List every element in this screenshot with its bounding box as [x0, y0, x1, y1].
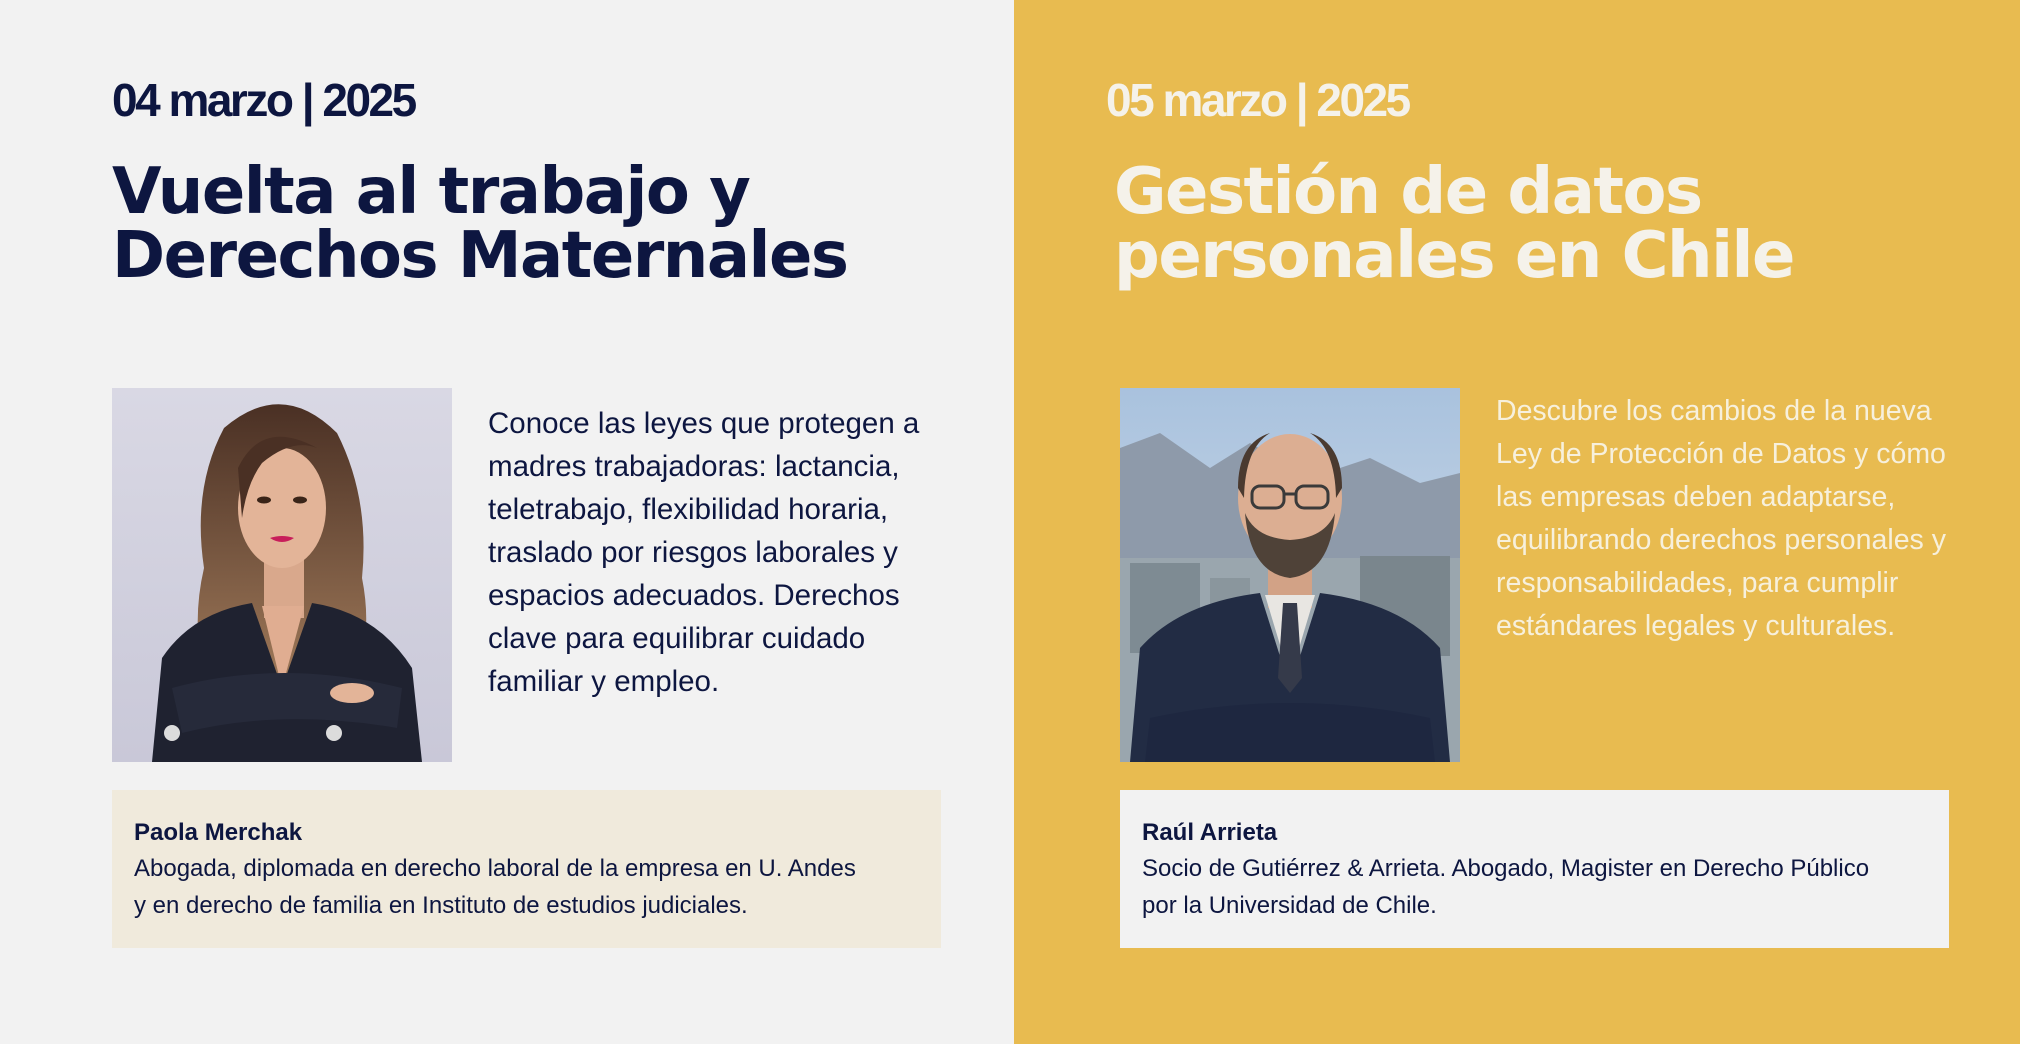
speaker-bio-card	[1120, 790, 1949, 948]
event-description: Conoce las leyes que protegen a madres trabajadoras: lactancia, teletrabajo, flexibilidad horaria, traslado por riesgos laborales y espacios adecuados. Derechos clave para equilibrar cuidado familiar y empleo.	[488, 407, 920, 698]
speaker-name: Paola Merchak	[134, 819, 303, 846]
event-title	[112, 155, 848, 293]
speaker-bio-line-2: y en derecho de familia en Instituto de estudios judiciales.	[134, 892, 748, 919]
speaker-portrait-man	[1120, 388, 1460, 762]
speaker-name: Raúl Arrieta	[1142, 819, 1278, 846]
speaker-photo	[1120, 388, 1460, 762]
speaker-bio-line-2: por la Universidad de Chile.	[1142, 892, 1437, 919]
speaker-bio-line-1: Abogada, diplomada en derecho laboral de la empresa en U. Andes	[134, 855, 856, 882]
event-title-line-1: Vuelta al trabajo y	[112, 155, 750, 229]
event-title-line-1: Gestión de datos	[1114, 155, 1702, 229]
speaker-photo	[112, 388, 452, 762]
event-date: 05 marzo | 2025	[1106, 74, 1409, 126]
event-panel-right	[1014, 0, 2020, 1044]
speaker-bio-card	[112, 790, 941, 948]
speaker-portrait-woman	[112, 388, 452, 762]
event-description: Descubre los cambios de la nueva Ley de Protección de Datos y cómo las empresas deben adaptarse, equilibrando derechos personales y responsabilidades, para cumplir estándares legales y culturales.	[1496, 395, 1946, 642]
event-title-line-2: personales en Chile	[1114, 219, 1794, 293]
speaker-bio-line-1: Socio de Gutiérrez & Arrieta. Abogado, Magister en Derecho Público	[1142, 855, 1870, 882]
event-title	[1114, 155, 1794, 293]
event-date: 04 marzo | 2025	[112, 74, 415, 126]
event-title-line-2: Derechos Maternales	[112, 219, 848, 293]
